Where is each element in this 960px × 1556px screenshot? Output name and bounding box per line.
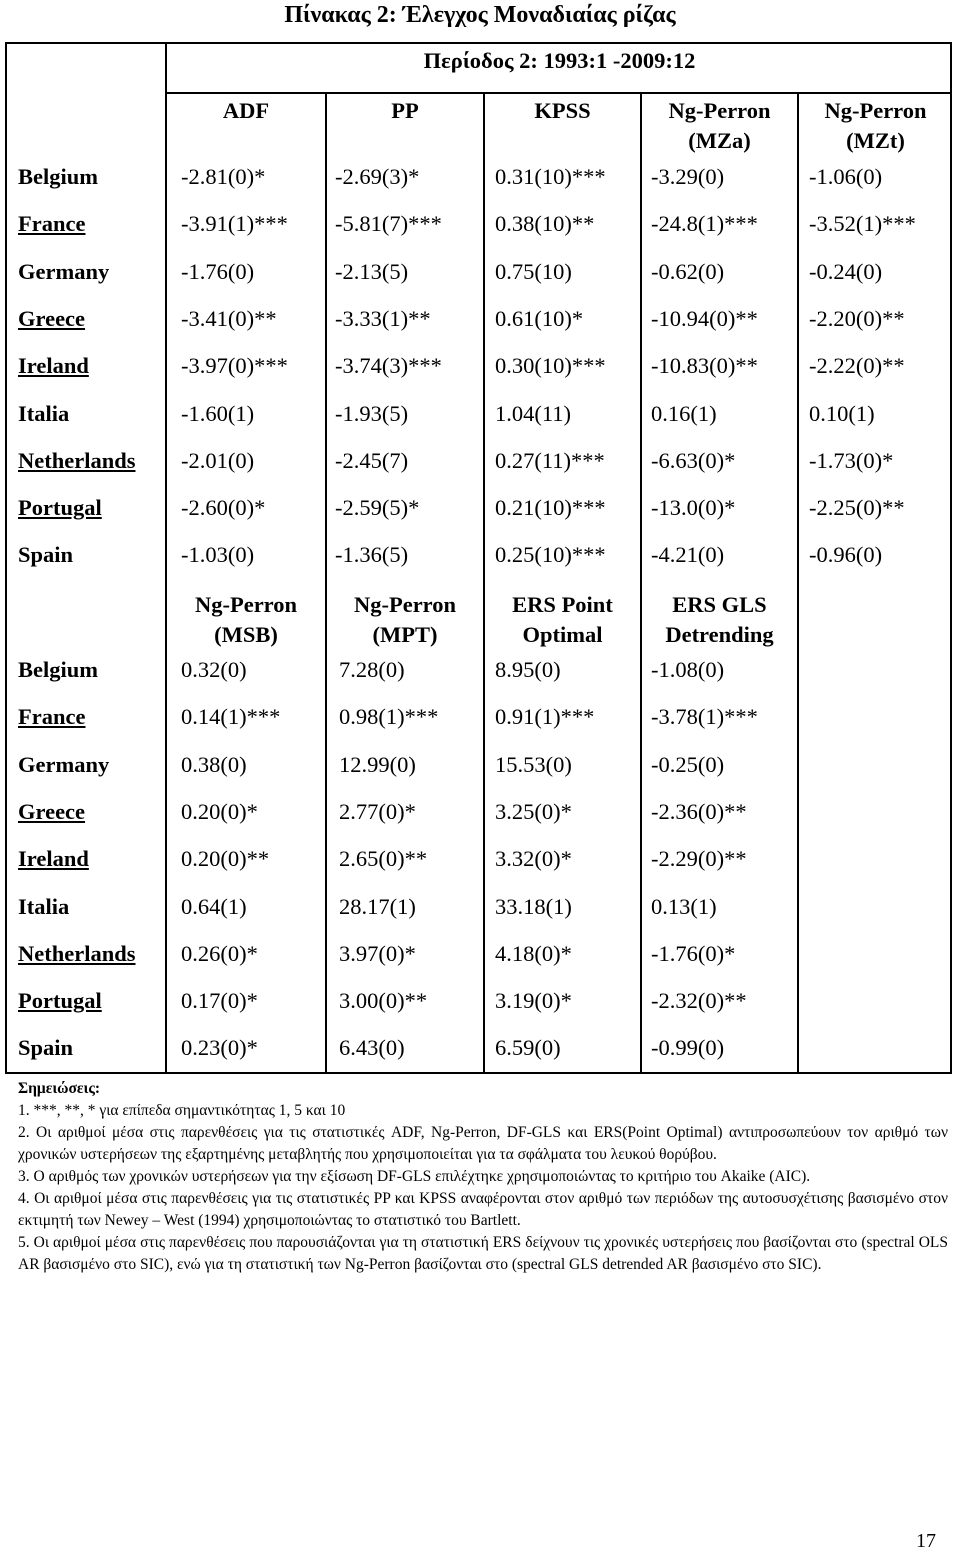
table-cell: -2.69(3)*: [335, 164, 420, 189]
table-cell: -1.93(5): [335, 400, 409, 426]
table-cell: 0.21(10)***: [495, 495, 606, 521]
col-divider: [483, 92, 485, 582]
table-cell: -3.33(1)**: [335, 305, 431, 331]
col-header-adf: ADF: [222, 98, 270, 123]
table-cell: 4.18(0)*: [495, 940, 572, 966]
table-cell: -2.22(0)**: [809, 353, 905, 379]
table-cell: 0.26(0)*: [181, 940, 258, 966]
table-cell: -0.24(0): [809, 258, 883, 284]
table-cell: -3.91(1)***: [181, 211, 288, 237]
row-label: Germany: [18, 751, 110, 777]
col-header-ngperron-mzt-sub: (MZt): [846, 128, 905, 153]
table-cell: 1.04(11): [495, 400, 572, 426]
table-cell: 0.23(0)*: [181, 1035, 258, 1061]
col-divider: [797, 92, 799, 582]
col-header-ers-point-sub: Optimal: [522, 622, 603, 647]
table-cell: 0.20(0)**: [181, 846, 270, 872]
table-cell: 0.16(1): [651, 400, 717, 426]
table-cell: -0.99(0): [651, 1035, 725, 1061]
row-label: Ireland: [18, 353, 89, 379]
table-cell: 3.19(0)*: [495, 988, 572, 1014]
row-label: Netherlands: [18, 940, 136, 966]
table-cell: 2.77(0)*: [339, 798, 416, 824]
table-cell: -2.29(0)**: [651, 846, 747, 872]
table-cell: 0.75(10): [495, 258, 572, 284]
row-label: Ireland: [18, 846, 89, 872]
period-label: Περίοδος 2: 1993:1 -2009:12: [423, 48, 696, 73]
col-divider: [640, 92, 642, 582]
table-cell: -3.41(0)**: [181, 305, 277, 331]
table-cell: 0.27(11)***: [495, 447, 605, 473]
col-divider: [797, 582, 799, 1074]
col-header-ngperron-mzt: Ng-Perron: [824, 98, 927, 123]
col-divider: [325, 92, 327, 582]
table-cell: 7.28(0): [339, 657, 405, 682]
col-header-pp: PP: [391, 98, 419, 123]
table-cell: -2.81(0)*: [181, 164, 266, 189]
table-cell: -1.76(0)*: [651, 940, 736, 966]
table-cell: 2.65(0)**: [339, 846, 428, 872]
table-cell: -0.25(0): [651, 751, 725, 777]
table-cell: 3.25(0)*: [495, 798, 572, 824]
note-item: 4. Οι αριθμοί μέσα στις παρενθέσεις για τις στατιστικές PP και KPSS αναφέρονται στον αριθμό των περιόδων της αυτοσυσχέτισης βασισμένο στον εκτιμητή των Newey – West (1994) χρησιμοποιώντας το στατιστικό του Bartlett.: [18, 1190, 948, 1229]
table-cell: 0.64(1): [181, 893, 247, 919]
notes-heading: Σημειώσεις:: [18, 1080, 101, 1097]
table-cell: 0.61(10)*: [495, 305, 584, 331]
table-cell: -10.94(0)**: [651, 305, 758, 331]
table-cell: 0.13(1): [651, 893, 717, 919]
row-label: Greece: [18, 798, 86, 824]
col-header-ers-gls-sub: Detrending: [665, 622, 774, 647]
page-number: 17: [916, 1530, 936, 1552]
table-cell: 0.38(10)**: [495, 211, 595, 237]
table-cell: -2.13(5): [335, 258, 409, 284]
table-cell: 0.25(10)***: [495, 542, 606, 568]
col-header-ers-point: ERS Point: [512, 592, 613, 617]
row-label: Belgium: [18, 657, 99, 682]
table-cell: -2.20(0)**: [809, 305, 905, 331]
col-header-mpt-sub: (MPT): [372, 622, 438, 647]
row-label: Germany: [18, 258, 110, 284]
note-item: 2. Οι αριθμοί μέσα στις παρενθέσεις για τις στατιστικές ADF, Ng-Perron, DF-GLS και ERS(Point Optimal) αντιπροσωπεύουν τον αριθμό των χρονικών υστερήσεων της εξαρτημένης μεταβλητής που χρησιμοποιείται για τα σφάλματα του λευκού θορύβου.: [18, 1124, 948, 1163]
row-label: Portugal: [18, 495, 102, 521]
table-cell: -6.63(0)*: [651, 447, 736, 473]
col-divider: [483, 582, 485, 1074]
row-label: Italia: [18, 893, 70, 919]
table-cell: 0.98(1)***: [339, 704, 439, 730]
table-cell: 0.91(1)***: [495, 704, 595, 730]
row-label: Netherlands: [18, 447, 136, 473]
table-cell: -10.83(0)**: [651, 353, 758, 379]
col-header-kpss: KPSS: [534, 98, 591, 123]
row-label: France: [18, 704, 86, 730]
table-cell: -2.60(0)*: [181, 495, 266, 521]
row-label: France: [18, 211, 86, 237]
table-cell: -0.96(0): [809, 542, 883, 568]
table-cell: 0.14(1)***: [181, 704, 281, 730]
table-cell: 6.43(0): [339, 1035, 405, 1061]
table-cell: 0.17(0)*: [181, 988, 258, 1014]
note-item: 1. ***, **, * για επίπεδα σημαντικότητας 1, 5 και 10: [18, 1102, 346, 1119]
table-cell: -1.36(5): [335, 542, 409, 568]
table-cell: 0.31(10)***: [495, 164, 606, 189]
col-divider: [165, 582, 167, 1074]
table-cell: -5.81(7)***: [335, 211, 442, 237]
table-cell: -2.59(5)*: [335, 495, 420, 521]
table-cell: -1.03(0): [181, 542, 255, 568]
table-cell: -2.36(0)**: [651, 798, 747, 824]
period-divider: [165, 92, 952, 94]
table-cell: 0.30(10)***: [495, 353, 606, 379]
note-item: 3. Ο αριθμός των χρονικών υστερήσεων για την εξίσωση DF-GLS επιλέχτηκε χρησιμοποιώντας το κριτήριο του Akaike (AIC).: [18, 1168, 811, 1185]
col-header-mpt: Ng-Perron: [353, 592, 457, 617]
col-header-msb-sub: (MSB): [214, 622, 278, 647]
table-cell: 3.00(0)**: [339, 988, 428, 1014]
table-cell: -3.29(0): [651, 164, 725, 189]
table-cell: -1.06(0): [809, 164, 883, 189]
table-cell: -3.74(3)***: [335, 353, 442, 379]
col-header-ngperron-mza-sub: (MZa): [688, 128, 751, 153]
table-cell: 0.32(0): [181, 657, 247, 682]
table-cell: 3.32(0)*: [495, 846, 572, 872]
table-cell: 0.10(1): [809, 400, 875, 426]
table-cell: 0.38(0): [181, 751, 247, 777]
table-cell: -24.8(1)***: [651, 211, 758, 237]
table-cell: 8.95(0): [495, 657, 561, 682]
col-divider: [325, 582, 327, 1074]
page-title: Πίνακας 2: Έλεγχος Μοναδιαίας ρίζας: [284, 2, 676, 28]
col-header-ers-gls: ERS GLS: [672, 592, 767, 617]
col-header-msb: Ng-Perron: [194, 592, 298, 617]
row-label: Spain: [18, 542, 74, 568]
table-cell: 3.97(0)*: [339, 940, 416, 966]
table-cell: 28.17(1): [339, 893, 416, 919]
row-label: Spain: [18, 1035, 74, 1061]
table-cell: -2.32(0)**: [651, 988, 747, 1014]
table-cell: -1.08(0): [651, 657, 725, 682]
table-cell: 6.59(0): [495, 1035, 561, 1061]
table-cell: -3.52(1)***: [809, 211, 916, 237]
col-header-ngperron-mza: Ng-Perron: [668, 98, 771, 123]
table-cell: -2.25(0)**: [809, 495, 905, 521]
row-label: Italia: [18, 400, 70, 426]
note-item: 5. Οι αριθμοί μέσα στις παρενθέσεις που παρουσιάζονται για τη στατιστική ERS δείχνουν τις χρονικές υστερήσεις που βασίζονται στο (spectral OLS AR βασισμένο στο SIC), ενώ για τη στατιστική των Ng-Perron βασίζονται στο (spectral GLS detrended AR βασισμένο στο SIC).: [18, 1234, 948, 1273]
table-cell: -1.76(0): [181, 258, 255, 284]
table-cell: -3.78(1)***: [651, 704, 758, 730]
table-cell: -2.01(0): [181, 447, 255, 473]
row-label: Portugal: [18, 988, 102, 1014]
table-cell: 12.99(0): [339, 751, 416, 777]
table-cell: 0.20(0)*: [181, 798, 258, 824]
table-cell: -4.21(0): [651, 542, 725, 568]
table-cell: 15.53(0): [495, 751, 572, 777]
table-cell: -3.97(0)***: [181, 353, 288, 379]
notes-section: [18, 1078, 948, 1276]
row-label: Greece: [18, 305, 86, 331]
table-cell: 33.18(1): [495, 893, 572, 919]
table-cell: -13.0(0)*: [651, 495, 736, 521]
table-cell: -2.45(7): [335, 447, 409, 473]
table-cell: -0.62(0): [651, 258, 725, 284]
row-label: Belgium: [18, 164, 99, 189]
table-cell: -1.60(1): [181, 400, 255, 426]
table-cell: -1.73(0)*: [809, 447, 894, 473]
col-divider: [640, 582, 642, 1074]
